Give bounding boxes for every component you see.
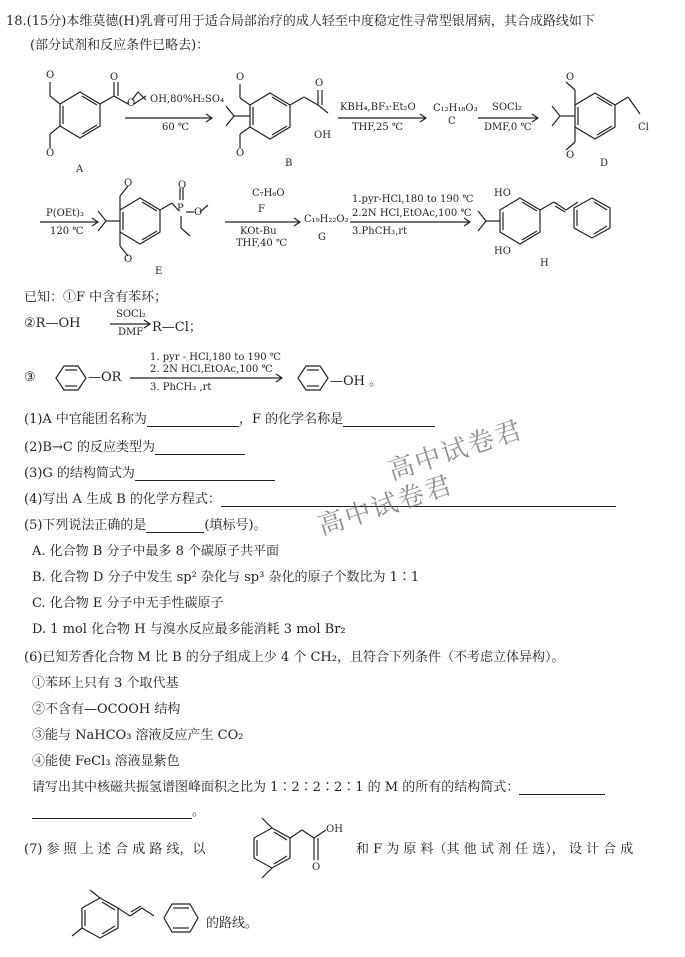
q6-end: 。 <box>192 804 206 819</box>
reagent-4-bottom: 120 ℃ <box>50 226 84 237</box>
q7-target-ring-left <box>82 898 118 938</box>
q6-condition-4: ④能使 FeCl₃ 溶液显紫色 <box>32 754 180 769</box>
atom-o: O <box>110 72 119 83</box>
atom-p: P <box>177 203 184 214</box>
q7-text-a: (7) 参 照 上 述 合 成 路 线，以 <box>24 842 206 857</box>
compound-h-ring <box>500 198 540 244</box>
atom-o: O <box>127 98 136 109</box>
q5-answer-blank[interactable] <box>146 520 204 533</box>
q7-o-label: O <box>312 862 321 873</box>
label-a: A <box>76 164 84 175</box>
atom-oh: OH <box>314 130 331 141</box>
atom-o: O <box>194 207 203 218</box>
reagent-6-line-1: 1.pyr-HCl,180 to 190 ℃ <box>352 194 474 205</box>
question-header: 18.(15分)本维莫德(H)乳膏可用于适合局部治疗的成人轻至中度稳定性寻常型银屑病，其合成路线如下 <box>6 14 595 29</box>
label-c: C <box>448 116 456 127</box>
atom-o: O <box>236 72 245 83</box>
q4-text: (4)写出 A 生成 B 的化学方程式： <box>24 492 221 507</box>
q2-answer-blank[interactable] <box>155 442 245 455</box>
q7-reactant-ring <box>254 828 290 868</box>
q1 <box>24 408 435 427</box>
compound-e-ring <box>120 198 160 244</box>
q7-text-c: 的路线。 <box>206 916 259 931</box>
atom-ho: HO <box>494 188 511 199</box>
watermark-2: 高中试卷君 <box>314 469 457 542</box>
reagent-3-bottom: DMF,0 ℃ <box>484 122 532 133</box>
reagent-6-line-3: 3.PhCH₃,rt <box>352 226 408 237</box>
q5-fill-note: (填标号)。 <box>204 518 267 533</box>
atom-o: O <box>46 148 55 159</box>
q1-answer-blank-1[interactable] <box>147 414 239 427</box>
q6-condition-1: ①苯环上只有 3 个取代基 <box>32 676 179 691</box>
atom-o: O <box>46 70 55 81</box>
q1-text-a: (1)A 中官能团名称为 <box>24 412 147 427</box>
atom-o: O <box>236 148 245 159</box>
q2 <box>24 436 245 455</box>
atom-ho: HO <box>494 246 511 257</box>
q3-text: (3)G 的结构简式为 <box>24 466 135 481</box>
q7-text-b: 和 F 为 原 料（其 他 试 剂 任 选）， 设 计 合 成 <box>356 842 634 857</box>
q5-option-b: B. 化合物 D 分子中发生 sp² 杂化与 sp³ 杂化的原子个数比为 1∶1 <box>32 570 420 585</box>
label-e: E <box>155 266 163 277</box>
reagent-2-top: KBH₄,BF₃·Et₂O <box>340 102 416 113</box>
known-3-condition-3: 3. PhCH₃ ,rt <box>150 382 212 393</box>
q6-answer-blank-1[interactable] <box>519 782 605 795</box>
known-2-reagent-bottom: DMF <box>118 327 144 338</box>
known-3-number: ③ <box>24 370 36 385</box>
q3 <box>24 462 275 481</box>
compound-b-ring <box>250 93 290 139</box>
reagent-5-mid: KOt-Bu <box>240 226 277 237</box>
compound-c-formula: C₁₂H₁₈O₃ <box>433 103 478 114</box>
atom-o: O <box>566 150 575 161</box>
known-3-right: —OH 。 <box>330 374 383 389</box>
reagent-3-top: SOCl₂ <box>492 102 522 113</box>
compound-a-ring <box>60 92 100 138</box>
q5-text: (5)下列说法正确的是 <box>24 518 147 533</box>
reagent-2-bottom: THF,25 ℃ <box>352 122 404 133</box>
atom-o: O <box>124 254 133 265</box>
q2-text: (2)B→C 的反应类型为 <box>24 440 155 455</box>
label-b: B <box>285 158 293 169</box>
known-3-condition-1: 1. pyr - HCl,180 to 190 ℃ <box>150 352 281 363</box>
q5-option-a: A. 化合物 B 分子中最多 8 个碳原子共平面 <box>32 544 280 559</box>
q6-condition-2: ②不含有—OCOOH 结构 <box>32 702 181 717</box>
q7-oh-label: OH <box>326 824 343 835</box>
compound-d-ring <box>575 93 615 139</box>
atom-cl: Cl <box>638 122 649 133</box>
label-d: D <box>600 158 609 169</box>
atom-o: O <box>124 178 133 189</box>
known-2-left: ②R—OH <box>24 316 81 331</box>
q5 <box>24 514 267 533</box>
reagent-6-line-2: 2.2N HCl,EtOAc,100 ℃ <box>352 208 472 219</box>
known-title: 已知：①F 中含有苯环； <box>24 290 168 305</box>
compound-h-phenyl-ring <box>574 198 610 238</box>
watermark-1: 高中试卷君 <box>384 414 527 487</box>
reagent-5-bottom: THF,40 ℃ <box>236 238 288 249</box>
q6-condition-3: ③能与 NaHCO₃ 溶液反应产生 CO₂ <box>32 728 244 743</box>
q1-answer-blank-2[interactable] <box>343 414 435 427</box>
known-2-right: R—Cl； <box>152 320 202 335</box>
q6-answer-line-2 <box>32 800 205 819</box>
reagent-1-top: OH,80%H₂SO₄ <box>150 94 225 105</box>
known-3-condition-2: 2. 2N HCl,EtOAc,100 ℃ <box>150 364 273 375</box>
q3-answer-blank[interactable] <box>135 468 275 481</box>
compound-g-formula: C₁₉H₂₂O₂ <box>304 214 349 225</box>
reagent-f-formula: C₇H₆O <box>252 188 285 199</box>
known-3-left: —OR <box>88 370 122 385</box>
reagent-4-top: P(OEt)₃ <box>46 208 85 219</box>
atom-o: O <box>566 72 575 83</box>
q1-text-b: ，F 的化学名称是 <box>238 412 344 427</box>
label-f: F <box>258 204 265 215</box>
question-header-note: (部分试剂和反应条件已略去)： <box>30 38 210 53</box>
label-g: G <box>318 232 326 243</box>
q6: (6)已知芳香化合物 M 比 B 的分子组成上少 4 个 CH₂，且符合下列条件（不考虑立体异构）。 <box>24 650 565 665</box>
q5-option-c: C. 化合物 E 分子中无手性碳原子 <box>32 596 224 611</box>
reagent-1-bottom: 60 ℃ <box>162 122 190 133</box>
p-double-o: O <box>178 180 187 191</box>
atom-o: O <box>315 78 324 89</box>
q6-answer-blank-2[interactable] <box>32 806 192 819</box>
q5-option-d: D. 1 mol 化合物 H 与溴水反应最多能消耗 3 mol Br₂ <box>32 622 346 637</box>
label-h: H <box>540 258 549 269</box>
known-2-reagent-top: SOCl₂ <box>116 309 146 320</box>
q6-ask <box>32 776 605 795</box>
q6-ask-text: 请写出其中核磁共振氢谱图峰面积之比为 1∶2∶2∶2∶1 的 M 的所有的结构简式： <box>32 780 520 795</box>
